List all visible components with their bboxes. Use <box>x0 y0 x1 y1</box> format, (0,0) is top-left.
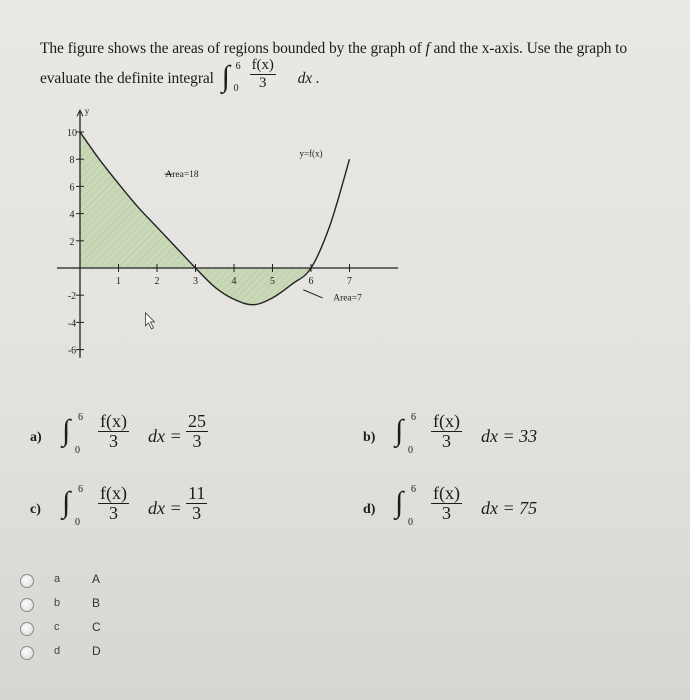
integrand-denominator: 3 <box>108 502 118 523</box>
integrand-denominator: 3 <box>259 74 267 91</box>
radio-button[interactable] <box>20 646 34 660</box>
integral-sign: ∫ <box>395 486 404 519</box>
upper-limit: 6 <box>411 484 416 495</box>
integrand-fraction <box>431 484 462 524</box>
choice-label: c <box>54 621 60 633</box>
x-tick-label: 1 <box>116 276 121 287</box>
lower-limit: 0 <box>408 445 413 456</box>
result-numerator: 11 <box>188 483 206 503</box>
lower-limit: 0 <box>408 517 413 528</box>
choice-c[interactable] <box>20 620 150 640</box>
choice-d[interactable] <box>20 644 150 664</box>
question-text <box>40 34 660 94</box>
y-tick-label: -4 <box>67 318 77 330</box>
integrand-fraction <box>431 412 462 452</box>
option-letter: d) <box>363 502 376 517</box>
result-denominator: 3 <box>192 502 202 523</box>
integrand-numerator: f(x) <box>433 483 460 503</box>
area-18-label: Area=18 <box>165 169 199 180</box>
integrand-numerator: f(x) <box>100 483 127 503</box>
integrand-numerator: f(x) <box>100 411 127 431</box>
integrand-numerator: f(x) <box>251 57 274 73</box>
integral-sign: ∫ <box>62 414 71 447</box>
result-denominator: 3 <box>192 430 202 451</box>
choice-label: d <box>54 645 61 657</box>
integrand-fraction <box>98 484 129 524</box>
x-tick-label: 7 <box>347 276 352 287</box>
lower-limit: 0 <box>75 517 80 528</box>
choice-text: A <box>92 572 101 586</box>
y-tick-label: 8 <box>69 155 75 167</box>
x-tick-label: 6 <box>308 276 314 287</box>
result-numerator: 25 <box>188 411 206 431</box>
integrand-numerator: f(x) <box>433 411 460 431</box>
option-letter: c) <box>30 502 41 517</box>
upper-limit: 6 <box>235 61 241 72</box>
question-part-2: and the x-axis. Use the graph to evaluate the definite integral <box>40 40 628 87</box>
radio-button[interactable] <box>20 598 34 612</box>
option-result: dx = 33 <box>481 426 538 446</box>
option-result: dx = <box>148 498 182 518</box>
option-letter: a) <box>30 430 42 445</box>
integrand-denominator: 3 <box>108 430 118 451</box>
mouse-cursor-icon <box>145 313 154 329</box>
choice-b[interactable] <box>20 596 150 616</box>
result-fraction <box>186 484 207 524</box>
x-tick-label: 3 <box>193 276 198 287</box>
function-graph <box>38 83 398 386</box>
hatch-region-1 <box>80 132 196 268</box>
y-tick-label: 2 <box>69 236 75 248</box>
hatch-region-2 <box>196 268 312 305</box>
x-tick-label: 4 <box>231 276 237 287</box>
choice-text: C <box>92 620 101 634</box>
choice-text: B <box>92 596 101 610</box>
integrand-fraction <box>98 412 129 452</box>
question-part-1: The figure shows the areas of regions bounded by the graph of <box>40 40 422 57</box>
integral-sign: ∫ <box>395 414 404 447</box>
choice-a[interactable] <box>20 572 150 592</box>
option-letter: b) <box>363 430 376 445</box>
y-tick-label: 4 <box>69 209 75 221</box>
choice-label: a <box>54 573 61 585</box>
integral-sign: ∫ <box>221 60 230 93</box>
area-7-pointer <box>303 290 322 298</box>
upper-limit: 6 <box>78 484 83 495</box>
choice-label: b <box>54 597 61 609</box>
f-symbol: f <box>425 40 430 57</box>
x-tick-label: 2 <box>154 276 160 287</box>
radio-button[interactable] <box>20 574 34 588</box>
upper-limit: 6 <box>78 412 83 423</box>
integrand-denominator: 3 <box>441 502 451 523</box>
radio-button[interactable] <box>20 622 34 636</box>
area-7-label: Area=7 <box>333 293 362 304</box>
integrand-denominator: 3 <box>441 430 451 451</box>
result-fraction <box>186 412 208 452</box>
x-tick-label: 5 <box>270 276 275 287</box>
option-result: dx = <box>148 426 182 446</box>
y-axis-label: y <box>84 106 90 117</box>
y-tick-label: -2 <box>67 291 77 303</box>
option-result: dx = 75 <box>481 498 538 518</box>
y-tick-label: -6 <box>67 345 77 357</box>
lower-limit: 0 <box>233 83 239 94</box>
upper-limit: 6 <box>411 412 416 423</box>
integral-sign: ∫ <box>62 486 71 519</box>
y-tick-label: 10 <box>67 128 77 139</box>
choice-text: D <box>92 644 101 658</box>
curve-label: y=f(x) <box>299 148 323 159</box>
differential: dx . <box>297 70 320 87</box>
y-tick-label: 6 <box>69 182 75 194</box>
lower-limit: 0 <box>75 445 80 456</box>
